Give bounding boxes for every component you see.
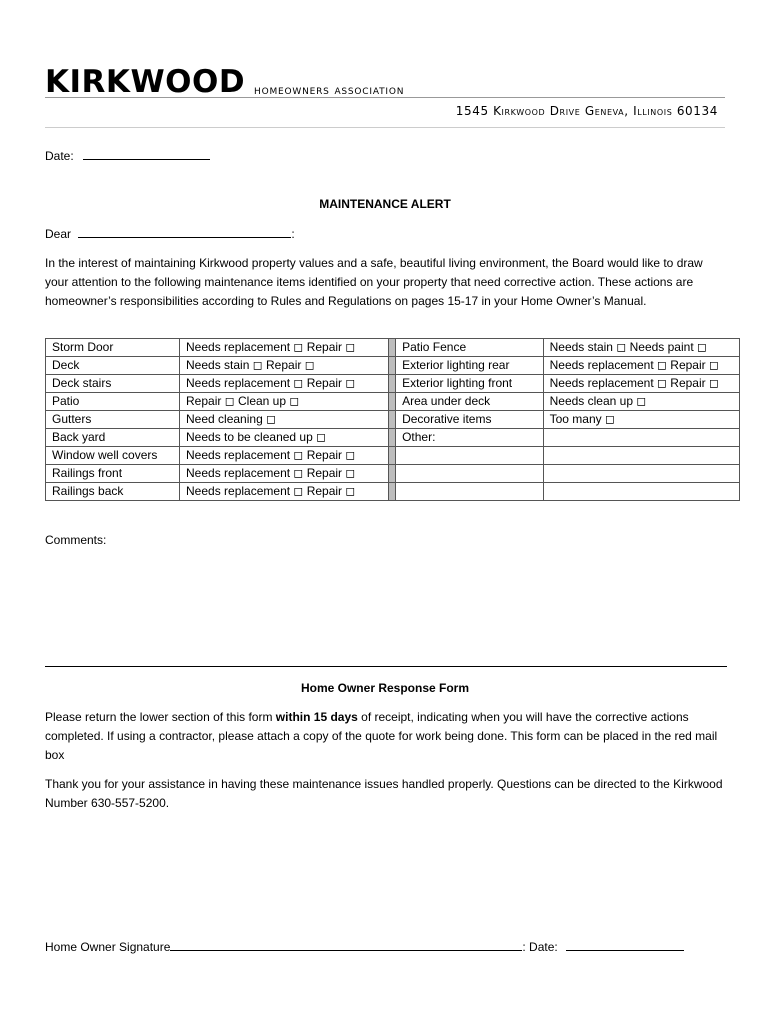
item-options-2[interactable] [543,429,739,447]
item-options-2[interactable] [543,465,739,483]
response-deadline: within 15 days [275,710,358,724]
item-name: Back yard [46,429,180,447]
signature-date-label: : Date: [522,940,558,954]
item-name-2: Other: [396,429,544,447]
table-row [46,375,740,393]
item-options[interactable]: Needs replacement ◻ Repair ◻ [180,375,389,393]
item-name-2: Decorative items [396,411,544,429]
spacer-cell [388,483,395,501]
item-options[interactable]: Needs replacement ◻ Repair ◻ [180,339,389,357]
item-options[interactable]: Need cleaning ◻ [180,411,389,429]
spacer-cell [388,357,395,375]
item-options-2[interactable]: Needs stain ◻ Needs paint ◻ [543,339,739,357]
item-options-2[interactable] [543,483,739,501]
table-row [46,465,740,483]
association-name: homeowners association [254,82,405,97]
item-name-2 [396,447,544,465]
response-text-2: of receipt, indicating when you will have the corrective actions completed. If using a contractor, please attach a copy of the quote for work being done. This form can be placed in the red mail box [45,710,718,762]
item-name: Railings back [46,483,180,501]
item-options-2[interactable] [543,447,739,465]
header-rule [45,97,725,98]
dear-suffix: : [291,227,295,241]
item-name: Gutters [46,411,180,429]
spacer-cell [388,429,395,447]
page-title: MAINTENANCE ALERT [319,197,451,211]
table-row [46,411,740,429]
item-name: Window well covers [46,447,180,465]
spacer-cell [388,411,395,429]
item-name-2: Area under deck [396,393,544,411]
spacer-cell [388,465,395,483]
item-options-2[interactable]: Needs replacement ◻ Repair ◻ [543,357,739,375]
signature-date-blank[interactable] [566,940,684,951]
thank-you-paragraph: Thank you for your assistance in having these maintenance issues handled properly. Questions can be directed to the Kirkwood Number 630-557-5200. [45,777,723,810]
table-row [46,429,740,447]
dear-label: Dear [45,227,72,241]
signature-label: Home Owner Signature [45,940,171,954]
item-options[interactable]: Needs replacement ◻ Repair ◻ [180,483,389,501]
item-options[interactable]: Needs replacement ◻ Repair ◻ [180,447,389,465]
header-rule-light [45,127,725,128]
table-row [46,447,740,465]
item-options[interactable]: Needs stain ◻ Repair ◻ [180,357,389,375]
date-label: Date: [45,149,74,163]
item-name-2 [396,465,544,483]
item-options[interactable]: Needs to be cleaned up ◻ [180,429,389,447]
item-name: Deck stairs [46,375,180,393]
table-row [46,483,740,501]
signature-line [45,940,684,954]
intro-paragraph: In the interest of maintaining Kirkwood property values and a safe, beautiful living environment, the Board would like to draw your attention to the following maintenance items identified on your property that need corrective action. These actions are homeowner’s responsibilities according to Rules and Regulations on pages 15-17 in your Home Owner’s Manual. [45,256,703,308]
item-name: Patio [46,393,180,411]
date-field [45,149,210,163]
item-options-2[interactable]: Needs clean up ◻ [543,393,739,411]
item-name-2: Exterior lighting rear [396,357,544,375]
spacer-cell [388,375,395,393]
association-address: 1545 Kirkwood Drive Geneva, Illinois 60134 [455,104,718,118]
item-options[interactable]: Repair ◻ Clean up ◻ [180,393,389,411]
item-options[interactable]: Needs replacement ◻ Repair ◻ [180,465,389,483]
item-name-2 [396,483,544,501]
comments-label: Comments: [45,533,107,547]
item-options-2[interactable]: Needs replacement ◻ Repair ◻ [543,375,739,393]
spacer-cell [388,447,395,465]
response-form-title: Home Owner Response Form [300,681,470,695]
spacer-cell [388,393,395,411]
item-name: Deck [46,357,180,375]
dear-blank[interactable] [78,227,291,238]
item-options-2[interactable]: Too many ◻ [543,411,739,429]
spacer-cell [388,339,395,357]
item-name-2: Exterior lighting front [396,375,544,393]
item-name-2: Patio Fence [396,339,544,357]
section-divider [45,666,727,667]
date-blank[interactable] [83,149,210,160]
table-row [46,393,740,411]
response-text-1: Please return the lower section of this form [45,710,276,724]
table-row [46,339,740,357]
response-instructions [45,708,729,765]
item-name: Railings front [46,465,180,483]
item-name: Storm Door [46,339,180,357]
signature-blank[interactable] [170,940,522,951]
maintenance-items-table [45,338,740,501]
table-row [46,357,740,375]
dear-field [45,227,295,241]
brand-title: KIRKWOOD [45,64,246,100]
